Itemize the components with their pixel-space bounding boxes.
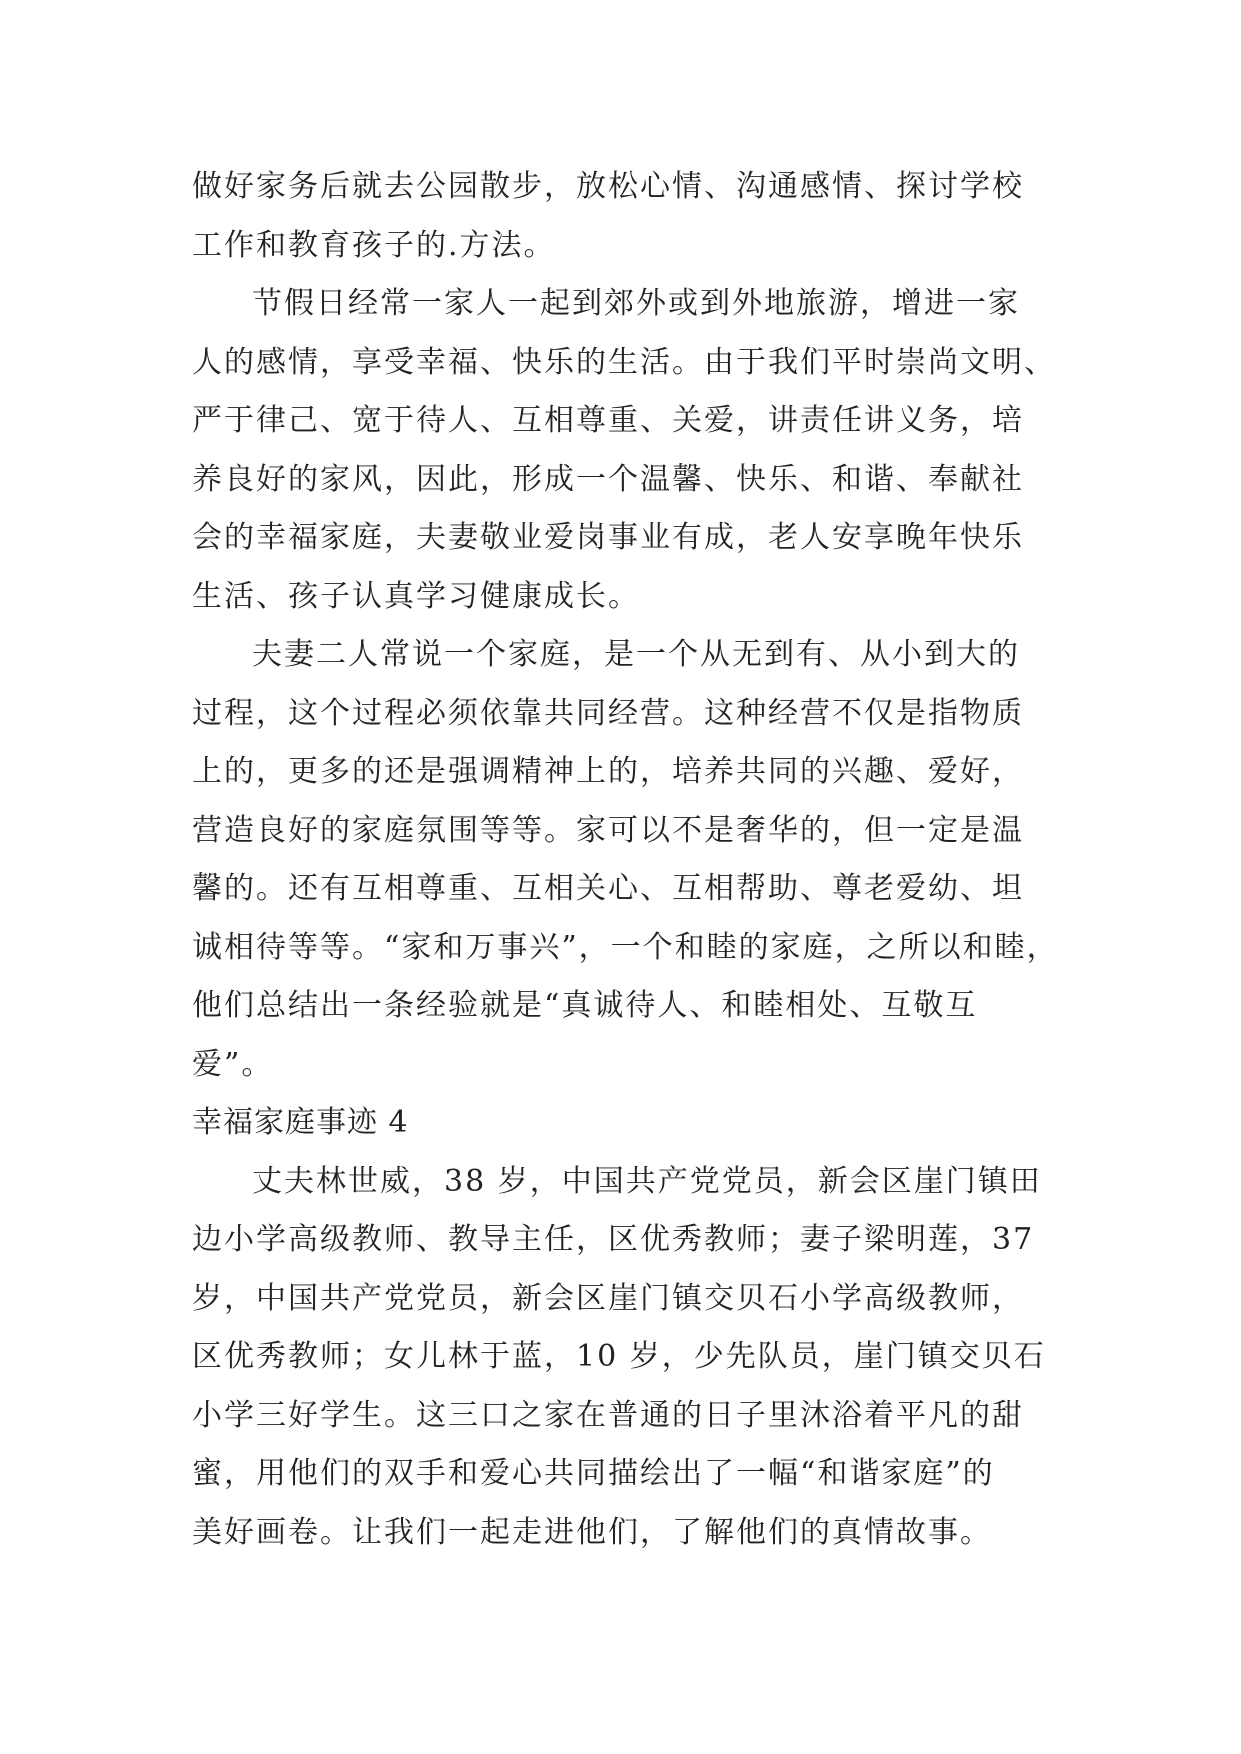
text-line: 美好画卷。让我们一起走进他们，了解他们的真情故事。 [192,1514,992,1550]
text-line: 过程，这个过程必须依靠共同经营。这种经营不仅是指物质 [192,695,1024,731]
section-heading: 幸福家庭事迹 4 [192,1105,409,1140]
text-line-indented: 夫妻二人常说一个家庭，是一个从无到有、从小到大的 [252,637,1020,672]
text-line: 边小学高级教师、教导主任，区优秀教师；妻子梁明莲，37 [192,1222,1035,1257]
document-body [192,158,1059,1562]
text-line: 区优秀教师；女儿林于蓝，10 岁，少先队员，崖门镇交贝石 [192,1339,1046,1374]
text-line: 严于律己、宽于待人、互相尊重、关爱，讲责任讲义务，培 [192,403,1024,438]
text-line: 馨的。还有互相尊重、互相关心、互相帮助、尊老爱幼、坦 [192,871,1024,906]
text-line: 工作和教育孩子的.方法。 [192,227,556,263]
text-line: 爱”。 [192,1046,274,1082]
text-line: 营造良好的家庭氛围等等。家可以不是奢华的，但一定是温 [192,812,1024,848]
text-line-indented: 节假日经常一家人一起到郊外或到外地旅游，增进一家 [252,286,1020,321]
text-line: 岁，中国共产党党员，新会区崖门镇交贝石小学高级教师， [192,1280,1024,1316]
text-line: 小学三好学生。这三口之家在普通的日子里沐浴着平凡的甜 [192,1397,1024,1433]
text-line: 蜜，用他们的双手和爱心共同描绘出了一幅“和谐家庭”的 [192,1456,995,1491]
text-line-indented: 丈夫林世威，38 岁，中国共产党党员，新会区崖门镇田 [252,1163,1042,1199]
text-line: 做好家务后就去公园散步，放松心情、沟通感情、探讨学校 [192,169,1024,204]
text-line: 人的感情，享受幸福、快乐的生活。由于我们平时崇尚文明、 [192,344,1056,380]
text-line: 养良好的家风，因此，形成一个温馨、快乐、和谐、奉献社 [192,461,1024,497]
text-line: 诚相待等等。“家和万事兴”，一个和睦的家庭，之所以和睦， [192,929,1059,965]
text-line: 他们总结出一条经验就是“真诚待人、和睦相处、互敬互 [192,988,978,1023]
text-line: 生活、孩子认真学习健康成长。 [192,578,640,614]
text-line: 会的幸福家庭，夫妻敬业爱岗事业有成，老人安享晚年快乐 [192,520,1024,555]
text-line: 上的，更多的还是强调精神上的，培养共同的兴趣、爱好， [192,754,1024,789]
